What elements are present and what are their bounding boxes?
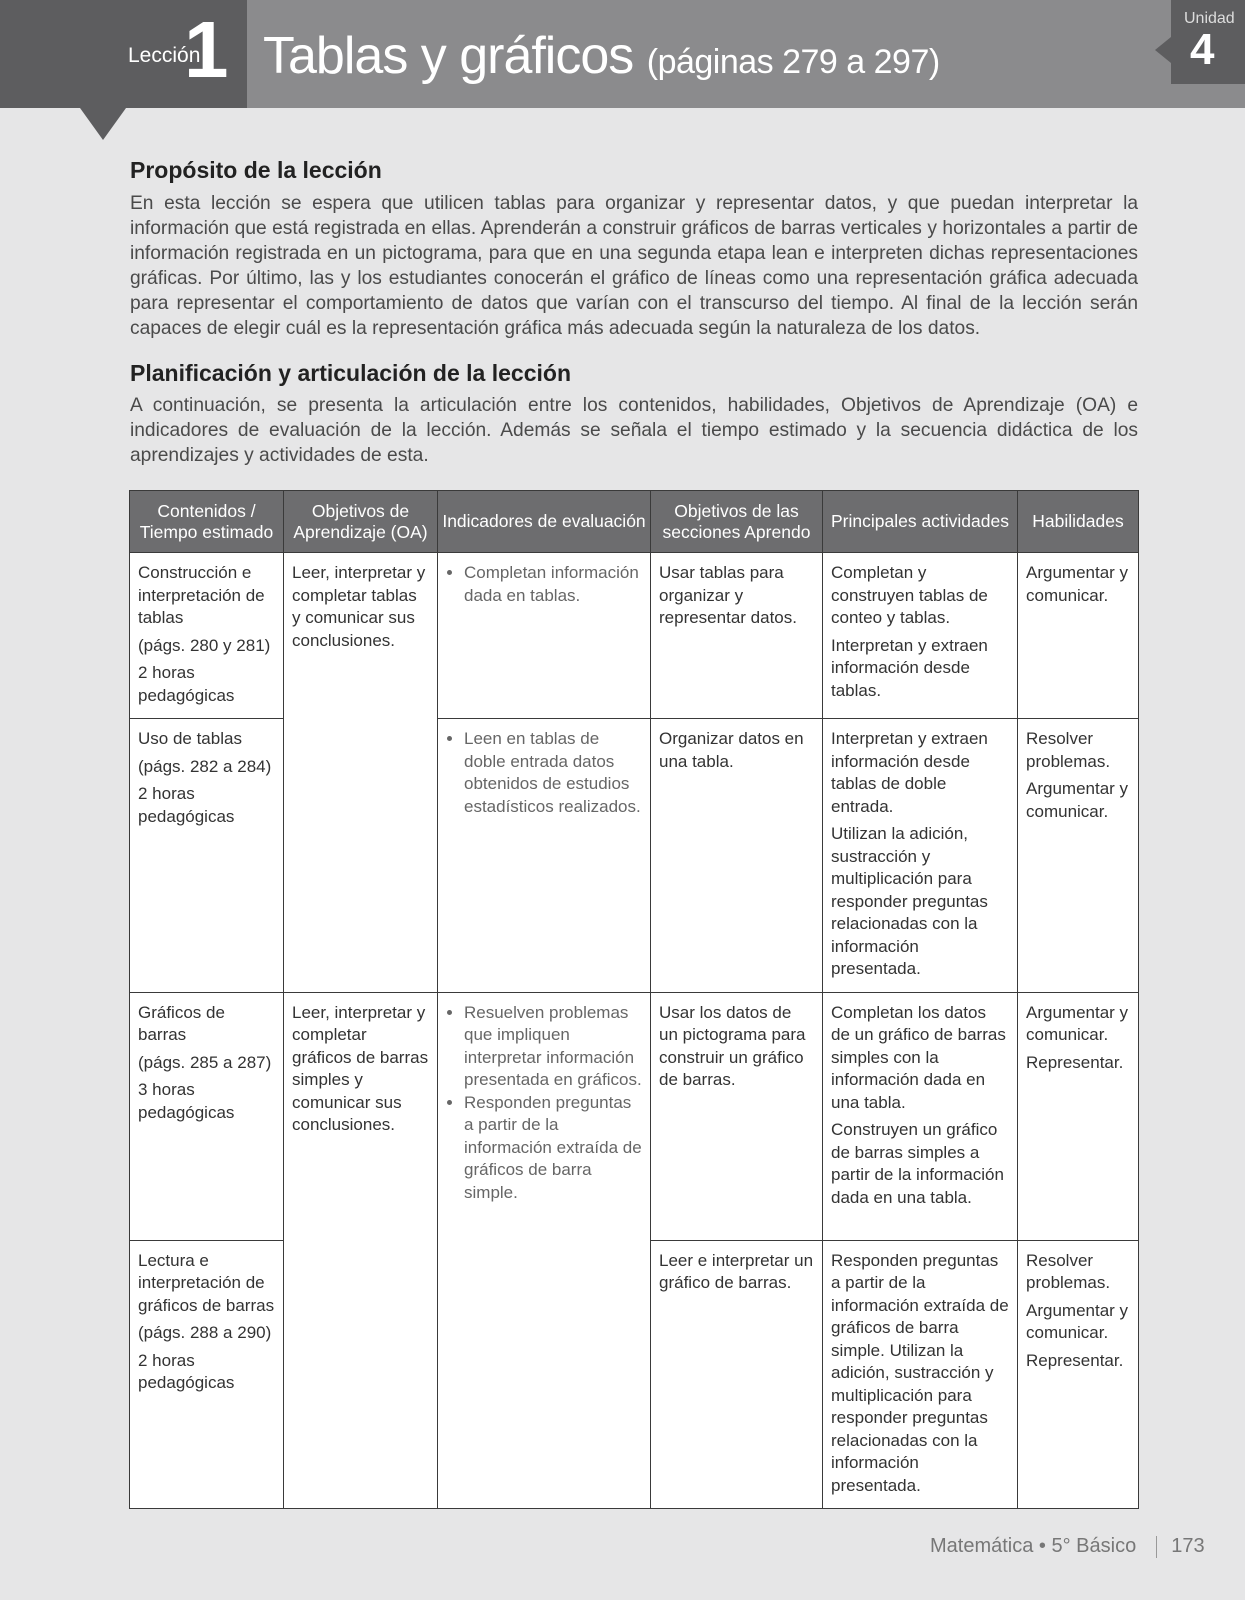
skill-item: Resolver problemas. [1026, 1250, 1111, 1292]
indicator-item: • Resuelven problemas que impliquen interpretar información presentada en gráficos. [464, 1002, 642, 1092]
activities-cell [823, 1240, 1018, 1509]
title-pages: (páginas 279 a 297) [646, 43, 940, 81]
activity-item: Completan y construyen tablas de conteo y tablas. [831, 563, 988, 627]
lesson-number: 1 [184, 5, 229, 94]
purpose-text: En esta lección se espera que utilicen tablas para organizar y representar datos, y que puedan interpretar la información que está registrada en ellas. Aprenderán a construir gráficos de barras verticales y horizontales a partir de información registrada en un pictograma, para que en una segunda etapa lean e interpreten dichas representaciones gráficas. Por último, las y los estudiantes conocerán el gráfico de líneas como una representación gráfica adecuada para representar el comportamiento de datos que varían con el transcurso del tiempo. Al final de la lección serán capaces de elegir cuál es la representación gráfica más adecuada según la naturaleza de los datos. [130, 193, 1138, 339]
table-row [130, 992, 1139, 1240]
skill-item: Argumentar y comunicar. [1026, 779, 1129, 821]
oa-cell [284, 553, 438, 993]
activity-item: Utilizan la adición, sustracción y multiplicación para responder preguntas relacionadas con la información presentada. [831, 824, 988, 978]
header-indicadores: Indicadores de evaluación [438, 491, 651, 553]
lesson-label: Lección [128, 44, 201, 67]
indicators-cell [438, 719, 651, 993]
content-time: 3 horas pedagógicas [138, 1080, 235, 1122]
activities-cell [823, 553, 1018, 719]
table-header-row [130, 491, 1139, 553]
aprendo-cell [651, 719, 823, 993]
content-title: Uso de tablas [138, 729, 242, 748]
activities-cell [823, 719, 1018, 993]
oa-text: Leer, interpretar y completar tablas y comunicar sus conclusiones. [292, 563, 426, 650]
content-pages: (págs. 285 a 287) [138, 1052, 272, 1072]
aprendo-text: Usar tablas para organizar y representar datos. [659, 563, 797, 627]
content-cell [130, 992, 284, 1240]
skill-item: Argumentar y comunicar. [1026, 1300, 1129, 1342]
skills-cell [1018, 553, 1139, 719]
activity-item: Interpretan y extraen información desde tablas de doble entrada. [831, 729, 988, 816]
skills-cell [1018, 1240, 1139, 1509]
content-cell [130, 1240, 284, 1509]
activity-item: Construyen un gráfico de barras simples a partir de la información dada en una tabla. [831, 1120, 1004, 1207]
unit-arrow [1155, 37, 1171, 63]
activity-item: Interpretan y extraen información desde tablas. [831, 635, 988, 700]
page-footer [930, 1535, 1205, 1558]
footer-text: Matemática • 5° Básico [930, 1535, 1137, 1557]
activities-cell [823, 992, 1018, 1240]
content-time: 2 horas pedagógicas [138, 1350, 235, 1392]
content-pages: (págs. 280 y 281) [138, 635, 271, 655]
content-cell [130, 553, 284, 719]
activity-item: Completan los datos de un gráfico de barras simples con la información dada en una tabla. [831, 1002, 1006, 1112]
content-title: Lectura e interpretación de gráficos de barras [138, 1250, 275, 1315]
lesson-tab [80, 108, 126, 140]
planning-heading: Planificación y articulación de la lección [130, 360, 571, 386]
aprendo-cell [651, 553, 823, 719]
oa-text: Leer, interpretar y completar gráficos de barras simples y comunicar sus conclusiones. [292, 1002, 429, 1134]
header-aprendo: Objetivos de las secciones Aprendo [651, 491, 823, 553]
indicators-cell [438, 553, 651, 719]
content-pages: (págs. 288 a 290) [138, 1323, 272, 1342]
aprendo-text: Organizar datos en una tabla. [659, 729, 804, 771]
header-habilidades: Habilidades [1018, 491, 1139, 553]
header-oa: Objetivos de Aprendizaje (OA) [284, 491, 438, 553]
page-title [263, 26, 940, 86]
planning-text: A continuación, se presenta la articulación entre los contenidos, habilidades, Objetivos de Aprendizaje (OA) e indicadores de evaluación de la lección. Además se señala el tiempo estimado y la secuencia didáctica de los aprendizajes y actividades de esta. [130, 395, 1138, 466]
oa-cell [284, 992, 438, 1509]
table-row [130, 719, 1139, 993]
page-number: 173 [1171, 1535, 1205, 1557]
indicator-item: • Responden preguntas a partir de la información extraída de gráficos de barra simple. [464, 1092, 642, 1205]
skill-item: Representar. [1026, 1052, 1124, 1072]
activity-item: Responden preguntas a partir de la información extraída de gráficos de barra simple. Utilizan la adición, sustracción y multiplicación para responder preguntas relacionadas con la información presentada. [831, 1250, 1009, 1495]
unit-number: 4 [1190, 25, 1215, 74]
skill-item: Argumentar y comunicar. [1026, 1002, 1129, 1044]
title-main: Tablas y gráficos [263, 27, 634, 85]
header-contenidos: Contenidos / Tiempo estimado [130, 491, 284, 553]
aprendo-text: Usar los datos de un pictograma para construir un gráfico de barras. [659, 1002, 806, 1089]
content-title: Gráficos de barras [138, 1002, 225, 1044]
content-title: Construcción e interpretación de tablas [138, 563, 265, 627]
aprendo-cell [651, 992, 823, 1240]
skill-item: Representar. [1026, 1350, 1124, 1370]
header-actividades: Principales actividades [823, 491, 1018, 553]
indicators-cell [438, 992, 651, 1509]
indicator-item: • Completan información dada en tablas. [464, 562, 642, 607]
indicator-item: • Leen en tablas de doble entrada datos obtenidos de estudios estadísticos realizados. [464, 728, 642, 818]
unit-label: Unidad [1184, 10, 1235, 27]
skill-item: Argumentar y comunicar. [1026, 563, 1129, 605]
purpose-heading: Propósito de la lección [130, 157, 382, 183]
skills-cell [1018, 719, 1139, 993]
content-time: 2 horas pedagógicas [138, 663, 235, 705]
aprendo-text: Leer e interpretar un gráfico de barras. [659, 1250, 814, 1292]
content-time: 2 horas pedagógicas [138, 784, 235, 826]
content-cell [130, 719, 284, 993]
content-pages: (págs. 282 a 284) [138, 756, 272, 776]
skill-item: Resolver problemas. [1026, 729, 1111, 771]
planning-table [129, 490, 1139, 1509]
footer-divider [1156, 1536, 1157, 1558]
skills-cell [1018, 992, 1139, 1240]
table-row [130, 553, 1139, 719]
aprendo-cell [651, 1240, 823, 1509]
